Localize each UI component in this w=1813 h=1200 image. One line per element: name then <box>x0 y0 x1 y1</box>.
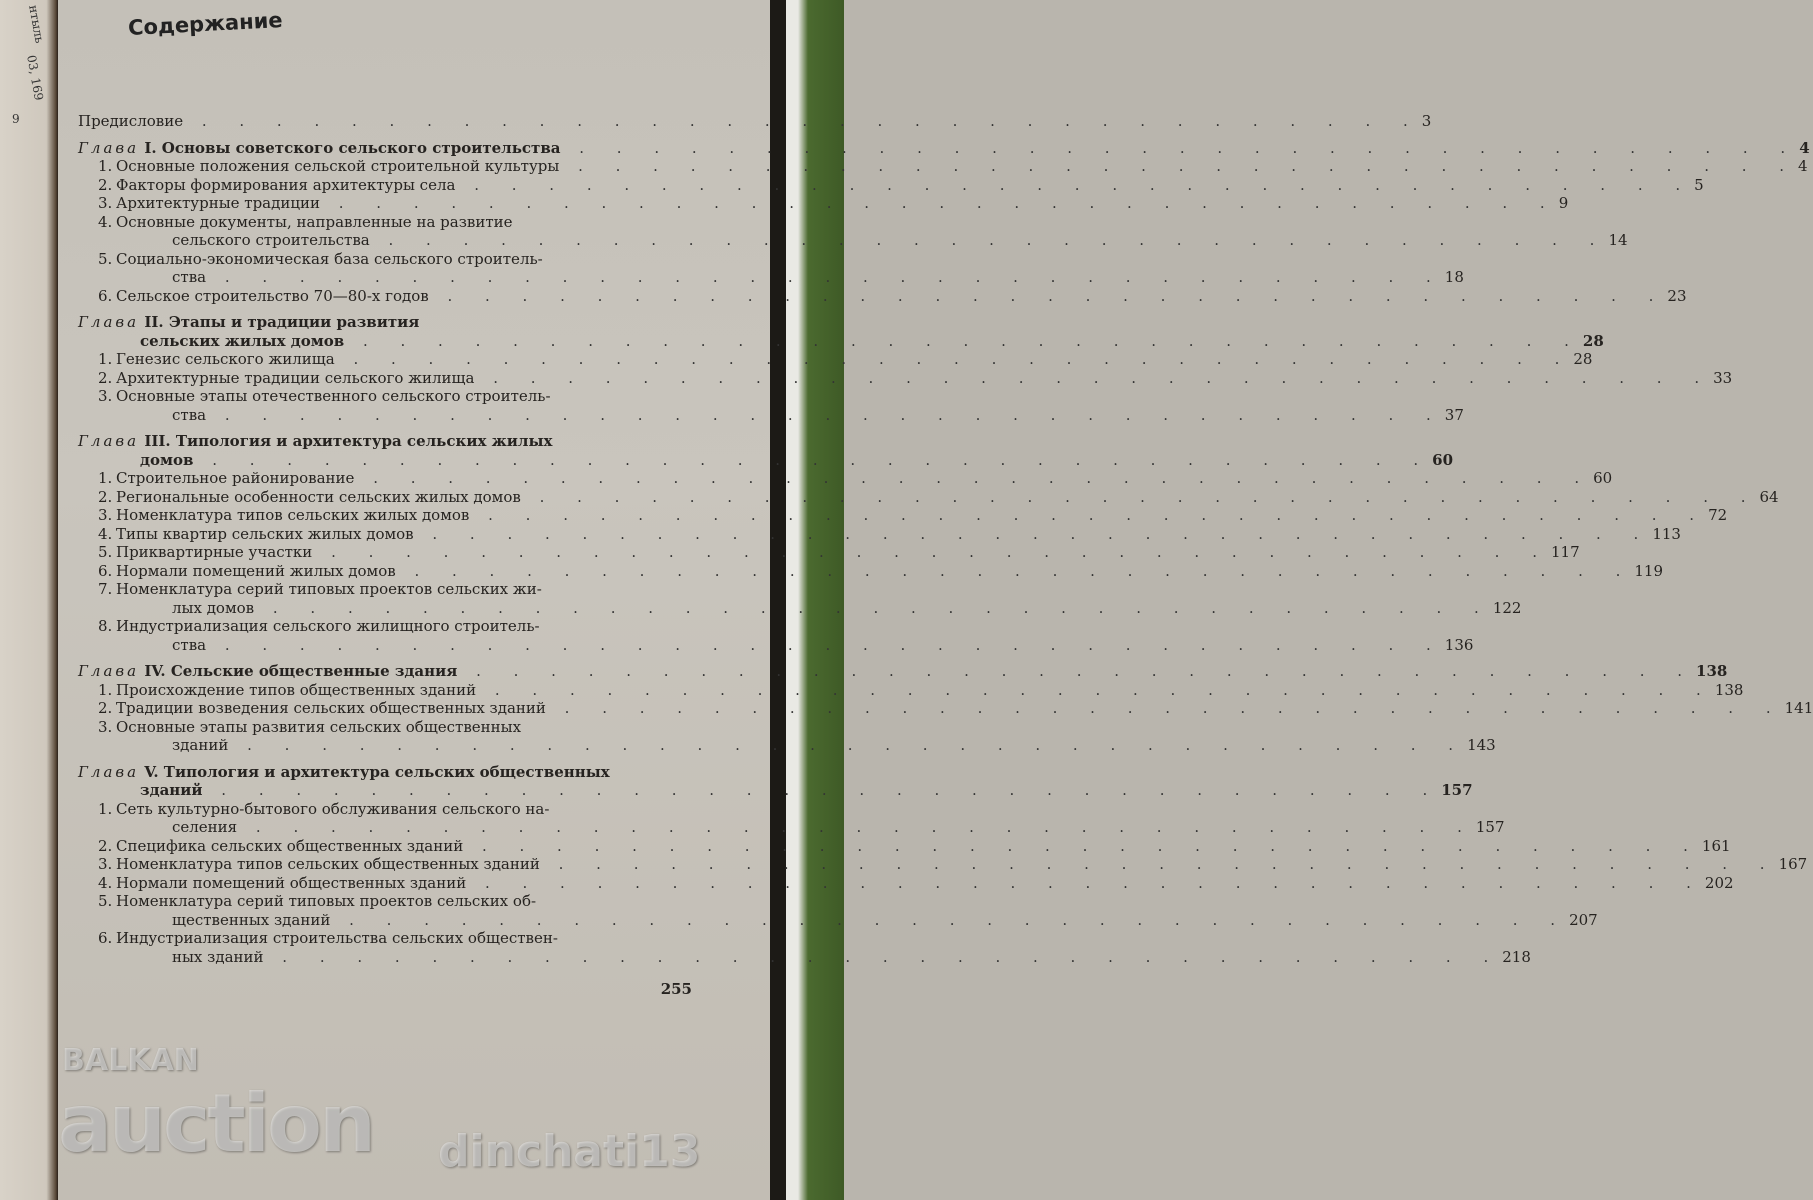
toc-chapter <box>78 432 1454 469</box>
entry-title: Основные этапы развития сельских общественных <box>116 717 522 736</box>
item-number: 3. <box>98 194 113 212</box>
entry-title: Нормали помещений общественных зданий <box>116 873 467 892</box>
toc-line <box>98 561 1664 581</box>
toc-line-text <box>78 313 640 332</box>
toc-line <box>98 487 1779 507</box>
toc-item <box>78 680 1744 700</box>
toc-line-text <box>98 543 1551 562</box>
item-number: 8. <box>98 617 113 635</box>
page-number: 218 <box>1502 947 1531 966</box>
page-number: 161 <box>1701 836 1731 855</box>
item-number: 2. <box>98 487 113 506</box>
watermark-text: dinchati13 <box>438 1126 701 1177</box>
toc-line-text <box>98 799 640 819</box>
toc-line-text <box>78 763 640 782</box>
toc-item <box>78 836 1731 856</box>
toc-line-text <box>98 680 1715 700</box>
toc-line-text <box>98 524 1653 544</box>
item-number: 3. <box>98 855 113 873</box>
toc-item <box>78 929 1531 966</box>
toc-item <box>78 387 1464 424</box>
page-number: 28 <box>1582 331 1604 350</box>
leader-dots: . . . . . . . . . . . . . . . . . . . . . . . . . . . . . . . . . <box>474 368 1714 387</box>
toc-item <box>78 580 1522 617</box>
toc-line-text <box>172 911 1569 930</box>
toc-line <box>78 138 1810 158</box>
page-number: 113 <box>1652 524 1681 543</box>
toc-line <box>78 432 692 451</box>
entry-title: зданий <box>172 736 229 754</box>
toc-line <box>98 929 692 948</box>
entry-title: Традиции возведения сельских общественных зданий <box>116 699 546 717</box>
toc-chapter <box>78 138 1810 158</box>
toc-line <box>78 331 1604 351</box>
margin-fragment: 9 <box>12 112 20 126</box>
toc-line <box>98 175 1704 195</box>
toc-line-text <box>78 432 640 451</box>
toc-line <box>116 598 1522 618</box>
entry-title: Типы квартир сельских жилых домов <box>116 524 414 543</box>
entry-title: Основные документы, направленные на развитие <box>116 212 513 231</box>
chapter-label: Глава <box>78 138 140 157</box>
toc-line <box>98 873 1734 893</box>
page-number: 5 <box>1694 175 1704 194</box>
item-number: 5. <box>98 543 113 561</box>
leader-dots: . . . . . . . . . . . . . . . . . . . . . . . . . . . . . . . . . <box>193 450 1433 469</box>
page-number: 117 <box>1551 543 1580 561</box>
item-number: 5. <box>98 249 113 268</box>
toc-line <box>98 580 692 599</box>
toc-line <box>116 231 1628 250</box>
page-number: 60 <box>1432 450 1454 469</box>
leader-dots: . . . . . . . . . . . . . . . . . . . . . . . . . . . . . . . . . <box>206 268 1445 286</box>
item-number: 5. <box>98 892 113 910</box>
item-number: 2. <box>98 368 113 387</box>
book-page <box>58 0 1813 1200</box>
watermark-text: auction <box>58 1077 373 1170</box>
entry-title: Специфика сельских общественных зданий <box>116 836 464 855</box>
entry-title: Происхождение типов общественных зданий <box>116 680 477 699</box>
toc-line <box>98 212 692 232</box>
toc-line-text <box>98 469 1594 488</box>
entry-title: Сельское строительство 70—80-х годов <box>116 286 429 305</box>
entry-title: Основные положения сельской строительной культуры <box>116 157 560 175</box>
toc-line-text <box>98 836 1702 856</box>
toc-line <box>98 543 1580 562</box>
leader-dots: . . . . . . . . . . . . . . . . . . . . . . . . . . . . . . . . . <box>455 175 1695 194</box>
entry-title: Номенклатура серий типовых проектов сельских жи- <box>116 580 542 598</box>
leader-dots: . . . . . . . . . . . . . . . . . . . . . . . . . . . . . . . . . <box>428 286 1668 305</box>
toc-line-text <box>78 139 1799 158</box>
toc-item <box>78 487 1779 507</box>
toc-item <box>78 350 1593 369</box>
toc-line <box>116 818 1505 837</box>
leader-dots: . . . . . . . . . . . . . . . . . . . . . . . . . . . . . . . . . <box>263 947 1503 966</box>
toc-line-text <box>172 268 1445 287</box>
item-number: 3. <box>98 717 113 736</box>
toc-line-text <box>172 599 1493 618</box>
toc-line <box>98 249 692 269</box>
item-number: 1. <box>98 680 113 699</box>
entry-title: Номенклатура типов сельских жилых домов <box>116 506 470 524</box>
leader-dots: . . . . . . . . . . . . . . . . . . . . . . . . . . . . . . . . . <box>469 506 1709 524</box>
toc-line <box>78 112 1432 131</box>
toc-line <box>98 469 1613 488</box>
toc-line-text <box>98 487 1760 507</box>
toc-line <box>78 763 692 782</box>
entry-title: I. Основы советского сельского строительства <box>144 138 561 157</box>
page-number: 33 <box>1713 368 1733 387</box>
toc-item <box>78 892 1598 929</box>
toc-line <box>98 699 1813 718</box>
chapter-label: Глава <box>78 313 140 331</box>
toc-line <box>98 855 1808 874</box>
entry-title: сельского строительства <box>172 231 370 249</box>
page-number: 28 <box>1573 350 1593 368</box>
toc-line-text <box>98 157 1799 176</box>
leader-dots: . . . . . . . . . . . . . . . . . . . . . . . . . . . . . . . . . <box>395 561 1635 580</box>
leader-dots: . . . . . . . . . . . . . . . . . . . . . . . . . . . . . . . . . <box>206 635 1445 654</box>
toc-item <box>78 368 1733 388</box>
item-number: 4. <box>98 212 113 231</box>
page-number: 207 <box>1569 910 1598 929</box>
leader-dots: . . . . . . . . . . . . . . . . . . . . . . . . . . . . . . . . . <box>206 405 1445 424</box>
item-number: 2. <box>98 699 113 717</box>
toc-chapter <box>78 762 1473 800</box>
toc-line <box>116 268 1464 287</box>
margin-fragment: 03, 169 <box>24 54 46 102</box>
entry-title: Номенклатура серий типовых проектов сельских об- <box>116 892 537 910</box>
toc-line <box>116 405 1464 425</box>
item-number: 6. <box>98 929 113 947</box>
toc-line-text <box>98 617 640 636</box>
toc-item <box>78 157 1808 176</box>
toc-line-text <box>172 231 1608 250</box>
toc-line <box>78 662 1728 681</box>
chapter-label: Глава <box>78 762 140 781</box>
entry-title: ства <box>172 405 207 424</box>
toc-line-text <box>172 406 1445 425</box>
entry-title: IV. Сельские общественные здания <box>144 662 458 680</box>
toc-line-text <box>140 332 1583 351</box>
toc-item <box>78 855 1808 874</box>
page-number: 141 <box>1784 699 1813 717</box>
leader-dots: . . . . . . . . . . . . . . . . . . . . . . . . . . . . . . . . . <box>476 680 1715 699</box>
page-number: 202 <box>1704 873 1734 892</box>
page-number: 3 <box>1421 112 1432 130</box>
page-number: 4 <box>1798 157 1808 175</box>
entry-title: III. Типология и архитектура сельских жилых <box>144 432 553 450</box>
toc-line-text <box>98 561 1635 581</box>
page-number: 138 <box>1714 680 1744 699</box>
toc-line-text <box>98 194 1559 213</box>
item-number: 2. <box>98 175 113 194</box>
entry-title: Архитектурные традиции сельского жилища <box>116 368 475 387</box>
entry-title: Предисловие <box>78 112 184 130</box>
entry-title: Приквартирные участки <box>116 543 313 561</box>
toc-line <box>98 717 692 737</box>
toc-line-text <box>172 636 1445 655</box>
item-number: 3. <box>98 387 113 405</box>
toc-line <box>78 781 1473 800</box>
page-number: 23 <box>1667 286 1687 305</box>
page-number: 157 <box>1441 781 1473 799</box>
leader-dots: . . . . . . . . . . . . . . . . . . . . . . . . . . . . . . . . . <box>457 662 1697 680</box>
leader-dots: . . . . . . . . . . . . . . . . . . . . . . . . . . . . . . . . . <box>183 112 1422 130</box>
toc-line <box>98 799 692 819</box>
toc-line <box>98 836 1731 856</box>
toc-line-text <box>98 286 1668 306</box>
toc-line <box>78 450 1454 470</box>
toc-item <box>78 286 1687 306</box>
entry-title: лых домов <box>172 598 255 617</box>
table-of-contents <box>78 112 1813 999</box>
item-number: 1. <box>98 157 113 175</box>
toc-line <box>98 892 692 911</box>
item-number: 4. <box>98 873 113 892</box>
toc-line-text <box>98 717 640 737</box>
toc-item <box>78 249 1464 287</box>
leader-dots: . . . . . . . . . . . . . . . . . . . . . . . . . . . . . . . . . <box>312 543 1551 561</box>
entry-title: ства <box>172 268 207 286</box>
toc-chapter <box>78 313 1604 350</box>
toc-item <box>78 469 1613 488</box>
toc-line-text <box>98 855 1779 874</box>
page-number: 119 <box>1634 561 1664 580</box>
entry-title: ства <box>172 635 207 654</box>
toc-line-text <box>172 818 1476 837</box>
toc-line-text <box>98 506 1709 525</box>
toc-entry <box>78 112 1432 131</box>
entry-title: Факторы формирования архитектуры села <box>116 175 456 194</box>
toc-line-text <box>98 249 640 269</box>
entry-title: Нормали помещений жилых домов <box>116 561 396 580</box>
leader-dots: . . . . . . . . . . . . . . . . . . . . . . . . . . . . . . . . . <box>369 231 1609 249</box>
toc-line <box>98 680 1744 700</box>
entry-title: V. Типология и архитектура сельских общественных <box>144 762 610 781</box>
toc-line <box>116 947 1531 967</box>
entry-title: Номенклатура типов сельских общественных зданий <box>116 855 540 873</box>
toc-item <box>78 524 1681 544</box>
entry-title: Основные этапы отечественного сельского строитель- <box>116 387 551 405</box>
watermark-text: BALKAN <box>62 1043 199 1078</box>
toc-line <box>116 736 1496 755</box>
page-title: Содержание <box>127 7 284 41</box>
toc-line-text <box>78 662 1696 681</box>
toc-line <box>98 157 1808 176</box>
item-number: 2. <box>98 836 113 855</box>
item-number: 4. <box>98 524 113 543</box>
entry-title: сельских жилых домов <box>140 331 345 350</box>
entry-title: Генезис сельского жилища <box>116 350 335 368</box>
toc-line <box>98 617 692 636</box>
toc-line <box>98 286 1687 306</box>
toc-line-text <box>98 699 1785 718</box>
page-number: 72 <box>1708 506 1728 524</box>
toc-item <box>78 561 1664 581</box>
leader-dots: . . . . . . . . . . . . . . . . . . . . . . . . . . . . . . . . . <box>320 194 1559 212</box>
page-number: 9 <box>1558 194 1569 212</box>
leader-dots: . . . . . . . . . . . . . . . . . . . . . . . . . . . . . . . . . <box>463 836 1702 855</box>
toc-line-text <box>98 892 640 911</box>
entry-title: щественных зданий <box>172 910 331 929</box>
page-number: 167 <box>1778 855 1808 873</box>
facing-page <box>0 0 58 1200</box>
entry-title: Индустриализация строительства сельских обществен- <box>116 929 558 947</box>
entry-title: Региональные особенности сельских жилых домов <box>116 487 521 506</box>
leader-dots: . . . . . . . . . . . . . . . . . . . . . . . . . . . . . . . . . <box>254 598 1493 617</box>
entry-title: зданий <box>140 781 203 799</box>
toc-item <box>78 699 1813 718</box>
entry-title: II. Этапы и традиции развития <box>144 313 420 331</box>
leader-dots: . . . . . . . . . . . . . . . . . . . . . . . . . . . . . . . . . <box>539 855 1779 873</box>
toc-line <box>116 635 1474 655</box>
toc-line-text <box>140 781 1441 800</box>
leader-dots: . . . . . . . . . . . . . . . . . . . . . . . . . . . . . . . . . <box>466 873 1705 892</box>
leader-dots: . . . . . . . . . . . . . . . . . . . . . . . . . . . . . . . . . <box>520 487 1760 506</box>
margin-fragment: нтыль <box>26 4 47 45</box>
page-number: 18 <box>1444 268 1464 286</box>
leader-dots: . . . . . . . . . . . . . . . . . . . . . . . . . . . . . . . . . <box>413 524 1653 543</box>
leader-dots: . . . . . . . . . . . . . . . . . . . . . . . . . . . . . . . . . <box>560 138 1800 157</box>
toc-item <box>78 617 1474 654</box>
toc-item <box>78 717 1496 755</box>
entry-title: Социально-экономическая база сельского строитель- <box>116 249 543 268</box>
leader-dots: . . . . . . . . . . . . . . . . . . . . . . . . . . . . . . . . . <box>228 736 1468 754</box>
page-number: 122 <box>1492 598 1522 617</box>
toc-line <box>116 910 1598 930</box>
toc-line-text <box>98 368 1714 388</box>
toc-line-text <box>98 175 1695 195</box>
page-number: 37 <box>1444 405 1464 424</box>
item-number: 1. <box>98 350 113 368</box>
toc-line-text <box>98 580 640 599</box>
leader-dots: . . . . . . . . . . . . . . . . . . . . . . . . . . . . . . . . . <box>354 469 1594 487</box>
leader-dots: . . . . . . . . . . . . . . . . . . . . . . . . . . . . . . . . . <box>545 699 1785 717</box>
toc-line-text <box>98 929 640 948</box>
toc-item <box>78 506 1728 525</box>
toc-item <box>78 799 1505 837</box>
item-number: 1. <box>98 469 113 487</box>
item-number: 6. <box>98 286 113 305</box>
chapter-label: Глава <box>78 662 140 680</box>
toc-line <box>78 313 692 332</box>
toc-line <box>98 368 1733 388</box>
toc-line <box>98 387 692 406</box>
page-number: 143 <box>1467 736 1496 754</box>
entry-title: Архитектурные традиции <box>116 194 320 212</box>
leader-dots: . . . . . . . . . . . . . . . . . . . . . . . . . . . . . . . . . <box>237 818 1476 836</box>
toc-item <box>78 212 1628 250</box>
entry-title: ных зданий <box>172 947 264 966</box>
folio-page-number: 255 <box>660 980 692 998</box>
page-number: 157 <box>1475 818 1505 836</box>
item-number: 7. <box>98 580 113 598</box>
toc-chapter <box>78 662 1728 681</box>
entry-title: домов <box>140 450 194 469</box>
entry-title: Строительное районирование <box>116 469 355 487</box>
item-number: 6. <box>98 561 113 580</box>
page-number: 136 <box>1444 635 1474 654</box>
entry-title: Сеть культурно-бытового обслуживания сельского на- <box>116 799 550 818</box>
toc-line-text <box>78 112 1422 131</box>
toc-line <box>98 350 1593 369</box>
toc-item <box>78 194 1569 213</box>
toc-line-text <box>172 736 1467 755</box>
page-number: 138 <box>1696 662 1728 680</box>
leader-dots: . . . . . . . . . . . . . . . . . . . . . . . . . . . . . . . . . <box>330 910 1570 929</box>
chapter-label: Глава <box>78 432 140 450</box>
toc-line <box>98 506 1728 525</box>
toc-line-text <box>172 948 1502 967</box>
item-number: 3. <box>98 506 113 524</box>
leader-dots: . . . . . . . . . . . . . . . . . . . . . . . . . . . . . . . . . <box>334 350 1574 368</box>
toc-line <box>98 194 1569 213</box>
entry-title: селения <box>172 818 238 836</box>
page-number: 60 <box>1593 469 1613 487</box>
toc-line-text <box>98 350 1574 369</box>
toc-item <box>78 543 1580 562</box>
page-number: 14 <box>1608 231 1628 249</box>
toc-item <box>78 873 1734 893</box>
page-number: 4 <box>1799 138 1810 157</box>
toc-line-text <box>98 387 640 406</box>
toc-line-text <box>140 451 1432 470</box>
toc-line <box>98 524 1681 544</box>
leader-dots: . . . . . . . . . . . . . . . . . . . . . . . . . . . . . . . . . <box>202 781 1442 799</box>
final-page-row <box>78 980 692 999</box>
toc-line-text <box>98 212 640 232</box>
entry-title: Индустриализация сельского жилищного строитель- <box>116 617 540 635</box>
toc-item <box>78 175 1704 195</box>
leader-dots: . . . . . . . . . . . . . . . . . . . . . . . . . . . . . . . . . <box>559 157 1799 175</box>
leader-dots: . . . . . . . . . . . . . . . . . . . . . . . . . . . . . . . . . <box>344 331 1583 350</box>
toc-line-text <box>98 873 1705 893</box>
item-number: 1. <box>98 799 113 818</box>
page-number: 64 <box>1759 487 1779 506</box>
